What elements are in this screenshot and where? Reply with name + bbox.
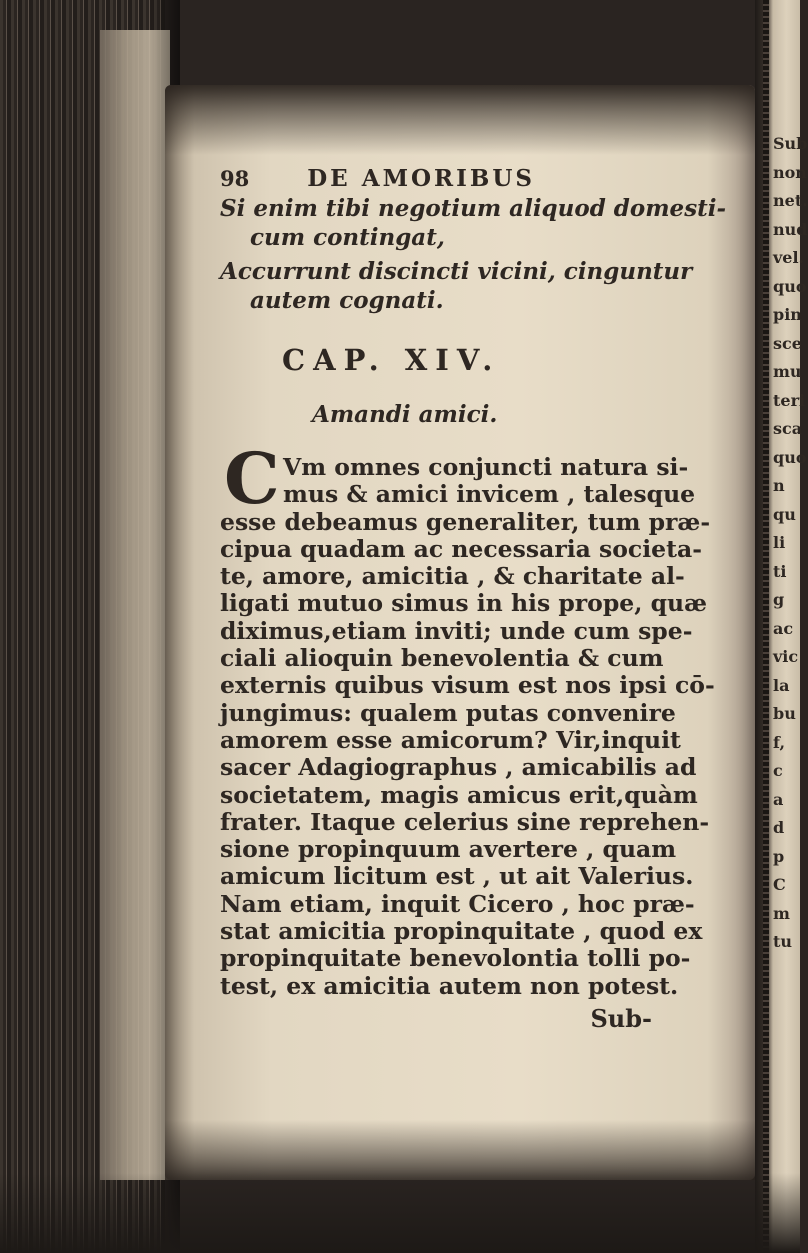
facing-page-fragment: mu — [773, 362, 802, 381]
running-head: DE AMORIBUS — [307, 165, 536, 192]
facing-page-fragment: pin — [773, 305, 802, 324]
left-book-stack — [0, 0, 165, 1253]
facing-page-fragment: f, — [773, 732, 786, 752]
facing-page-fragment: m — [773, 903, 790, 923]
verse-line: cum contingat, — [250, 224, 445, 251]
facing-page-fragment: teri — [773, 390, 806, 410]
facing-page — [755, 0, 808, 1253]
facing-page-fragment: tu — [773, 932, 793, 951]
facing-page-fragment: a — [773, 789, 784, 809]
facing-page-gutter — [763, 0, 769, 1253]
body-line: test, ex amicitia autem non potest. — [220, 971, 679, 1000]
facing-page-fragment: Sub — [773, 134, 808, 153]
facing-page-fragment: ac — [773, 618, 794, 638]
body-text — [220, 437, 730, 1000]
body-line: cipua quadam ac necessaria societa- — [220, 534, 702, 563]
chapter-subtitle: Amandi amici. — [312, 401, 498, 428]
facing-page-fragment: n — [773, 476, 785, 495]
facing-page-fragment: p — [773, 846, 785, 866]
verse-line: Si enim tibi negotium aliquod domesti- — [220, 195, 727, 222]
body-line: sione propinquum avertere , quam — [220, 835, 677, 864]
body-line: esse debeamus generaliter, tum præ- — [220, 507, 711, 536]
body-line: stat amicitia propinquitate , quod ex — [220, 917, 703, 946]
facing-page-fragment: g — [773, 590, 785, 609]
body-line: Nam etiam, inquit Cicero , hoc præ- — [220, 889, 695, 918]
facing-page-fragment: qu — [773, 504, 796, 524]
facing-page-fragments — [773, 130, 808, 957]
running-header — [220, 165, 730, 192]
book-page — [165, 85, 755, 1180]
drop-cap: C — [224, 437, 280, 520]
body-line: amorem esse amicorum? Vir,inquit — [220, 725, 681, 754]
facing-page-fragment: quo — [773, 447, 807, 467]
body-line: frater. Itaque celerius sine reprehen- — [220, 807, 710, 836]
page-number: 98 — [220, 166, 250, 191]
body-line: externis quibus visum est nos ipsi cō- — [220, 671, 715, 700]
facing-page-fragment: nud — [773, 219, 808, 239]
facing-page-fragment: c — [773, 761, 783, 780]
body-line: mus & amici invicem , talesque — [283, 480, 696, 509]
facing-page-fragment: C — [773, 875, 786, 894]
body-line: Vm omnes conjuncti natura si- — [283, 453, 689, 481]
chapter-heading: CAP. XIV. — [282, 343, 501, 377]
body-line: ciali alioquin benevolentia & cum — [220, 644, 664, 673]
body-line: propinquitate benevolontia tolli po- — [220, 944, 691, 973]
body-line: sacer Adagiographus , amicabilis ad — [220, 753, 697, 782]
bottom-shadow — [0, 1173, 800, 1253]
facing-page-fragment: quo — [773, 276, 807, 296]
page-text — [220, 165, 730, 1033]
facing-page-fragment: la — [773, 675, 790, 695]
body-line: amicum licitum est , ut ait Valerius. — [220, 862, 694, 891]
body-line: societatem, magis amicus erit,quàm — [220, 780, 698, 809]
catchword: Sub- — [590, 1003, 652, 1033]
body-line: diximus,etiam inviti; unde cum spe- — [220, 616, 693, 645]
facing-page-fragment: vel. — [773, 248, 805, 267]
page-top-shadow — [165, 85, 755, 155]
facing-page-fragment: li — [773, 533, 786, 552]
facing-page-fragment: ti — [773, 561, 787, 581]
body-line: te, amore, amicitia , & charitate al- — [220, 562, 685, 591]
facing-page-fragment: net. — [773, 191, 808, 210]
facing-page-fragment: sca — [773, 419, 803, 438]
facing-page-fragment: vic — [773, 647, 799, 666]
verse-line: Accurrunt discincti vicini, cinguntur — [220, 258, 693, 285]
body-line: ligati mutuo simus in his prope, quæ — [220, 589, 708, 618]
verse-line: autem cognati. — [250, 287, 444, 314]
facing-page-fragment: bu — [773, 704, 796, 723]
body-line: jungimus: qualem putas convenire — [220, 698, 676, 727]
facing-page-fragment: d — [773, 818, 785, 837]
facing-page-fragment: sce — [773, 333, 802, 353]
facing-page-fragment: non — [773, 162, 807, 182]
page-bottom-shadow — [165, 1120, 755, 1180]
